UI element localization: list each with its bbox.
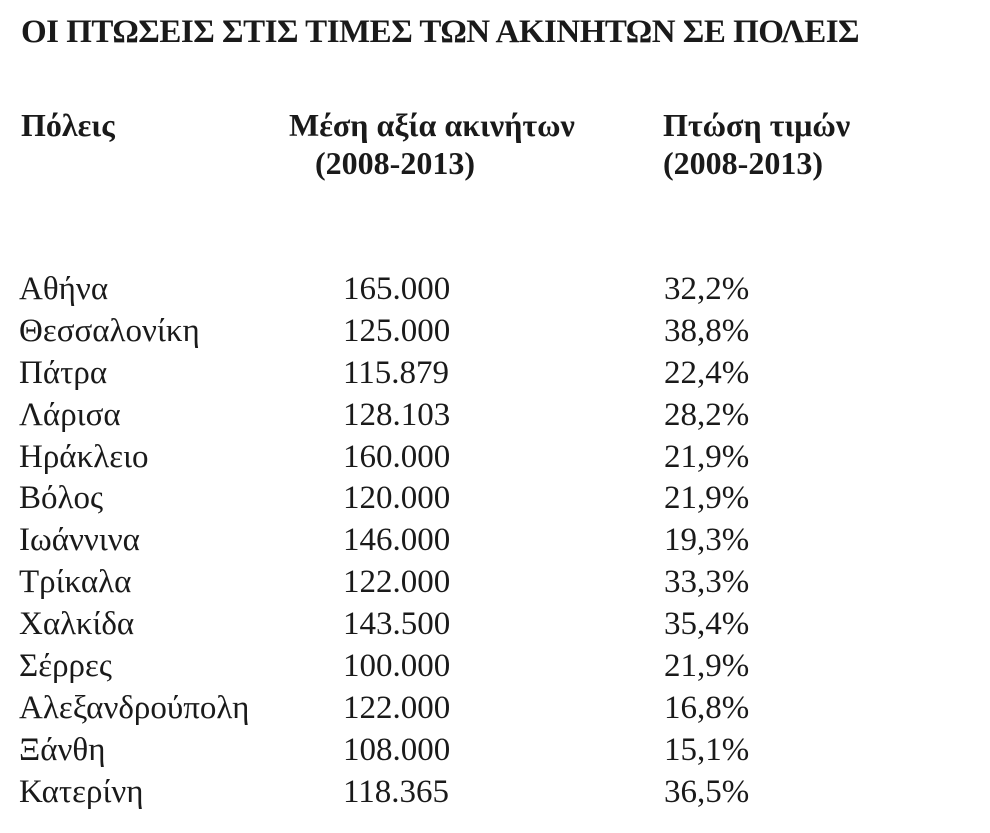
price-drop: 21,9% xyxy=(664,648,750,685)
price-drop: 35,4% xyxy=(664,606,750,643)
price-drop: 21,9% xyxy=(664,480,750,517)
table-row xyxy=(0,395,990,437)
average-value: 115.879 xyxy=(343,354,450,391)
table-row xyxy=(0,688,990,730)
city-name: Τρίκαλα xyxy=(19,564,132,601)
column-header-average-value-period: (2008-2013) xyxy=(315,145,475,181)
price-drop: 16,8% xyxy=(664,689,750,726)
table-row xyxy=(0,772,990,814)
price-drop: 28,2% xyxy=(664,396,750,433)
column-header-cities-label: Πόλεις xyxy=(21,107,115,143)
table-row xyxy=(0,604,990,646)
price-drop: 33,3% xyxy=(664,564,750,601)
average-value: 100.000 xyxy=(343,648,451,685)
table-row xyxy=(0,478,990,520)
average-value: 125.000 xyxy=(343,312,451,349)
column-header-price-drop xyxy=(663,106,850,182)
city-name: Ξάνθη xyxy=(19,731,106,768)
price-drop: 38,8% xyxy=(664,312,750,349)
column-header-average-value-label: Μέση αξία ακινήτων xyxy=(289,107,575,143)
average-value: 122.000 xyxy=(343,689,451,726)
table-row xyxy=(0,353,990,395)
city-name: Θεσσαλονίκη xyxy=(19,312,200,349)
city-name: Κατερίνη xyxy=(19,773,144,810)
data-table xyxy=(0,269,990,814)
city-name: Ιωάννινα xyxy=(19,522,140,559)
city-name: Σέρρες xyxy=(19,648,112,685)
table-row xyxy=(0,437,990,479)
column-header-price-drop-period: (2008-2013) xyxy=(663,145,823,181)
column-header-average-value xyxy=(289,106,575,182)
average-value: 128.103 xyxy=(343,396,451,433)
city-name: Αλεξανδρούπολη xyxy=(19,689,250,726)
price-drop: 36,5% xyxy=(664,773,750,810)
average-value: 122.000 xyxy=(343,564,451,601)
average-value: 143.500 xyxy=(343,606,451,643)
column-header-cities xyxy=(21,106,115,144)
table-row xyxy=(0,269,990,311)
table-row xyxy=(0,730,990,772)
column-header-price-drop-label: Πτώση τιμών xyxy=(663,107,851,143)
price-drop: 15,1% xyxy=(664,731,750,768)
price-drop: 19,3% xyxy=(664,522,750,559)
page-title: ΟΙ ΠΤΩΣΕΙΣ ΣΤΙΣ ΤΙΜΕΣ ΤΩΝ ΑΚΙΝΗΤΩΝ ΣΕ ΠΟΛΕΙΣ xyxy=(21,14,860,50)
average-value: 108.000 xyxy=(343,731,451,768)
city-name: Αθήνα xyxy=(19,271,109,307)
city-name: Βόλος xyxy=(19,480,104,517)
average-value: 160.000 xyxy=(343,438,451,475)
average-value: 146.000 xyxy=(343,522,451,559)
table-row xyxy=(0,562,990,604)
average-value: 120.000 xyxy=(343,480,451,517)
city-name: Πάτρα xyxy=(19,354,108,391)
price-drop: 32,2% xyxy=(664,271,750,307)
average-value: 118.365 xyxy=(343,773,450,810)
city-name: Ηράκλειο xyxy=(19,438,149,475)
city-name: Λάρισα xyxy=(19,396,121,433)
price-drop: 22,4% xyxy=(664,354,750,391)
table-row xyxy=(0,311,990,353)
city-name: Χαλκίδα xyxy=(19,606,135,643)
price-drop: 21,9% xyxy=(664,438,750,475)
table-row xyxy=(0,646,990,688)
table-row xyxy=(0,520,990,562)
average-value: 165.000 xyxy=(343,271,451,307)
